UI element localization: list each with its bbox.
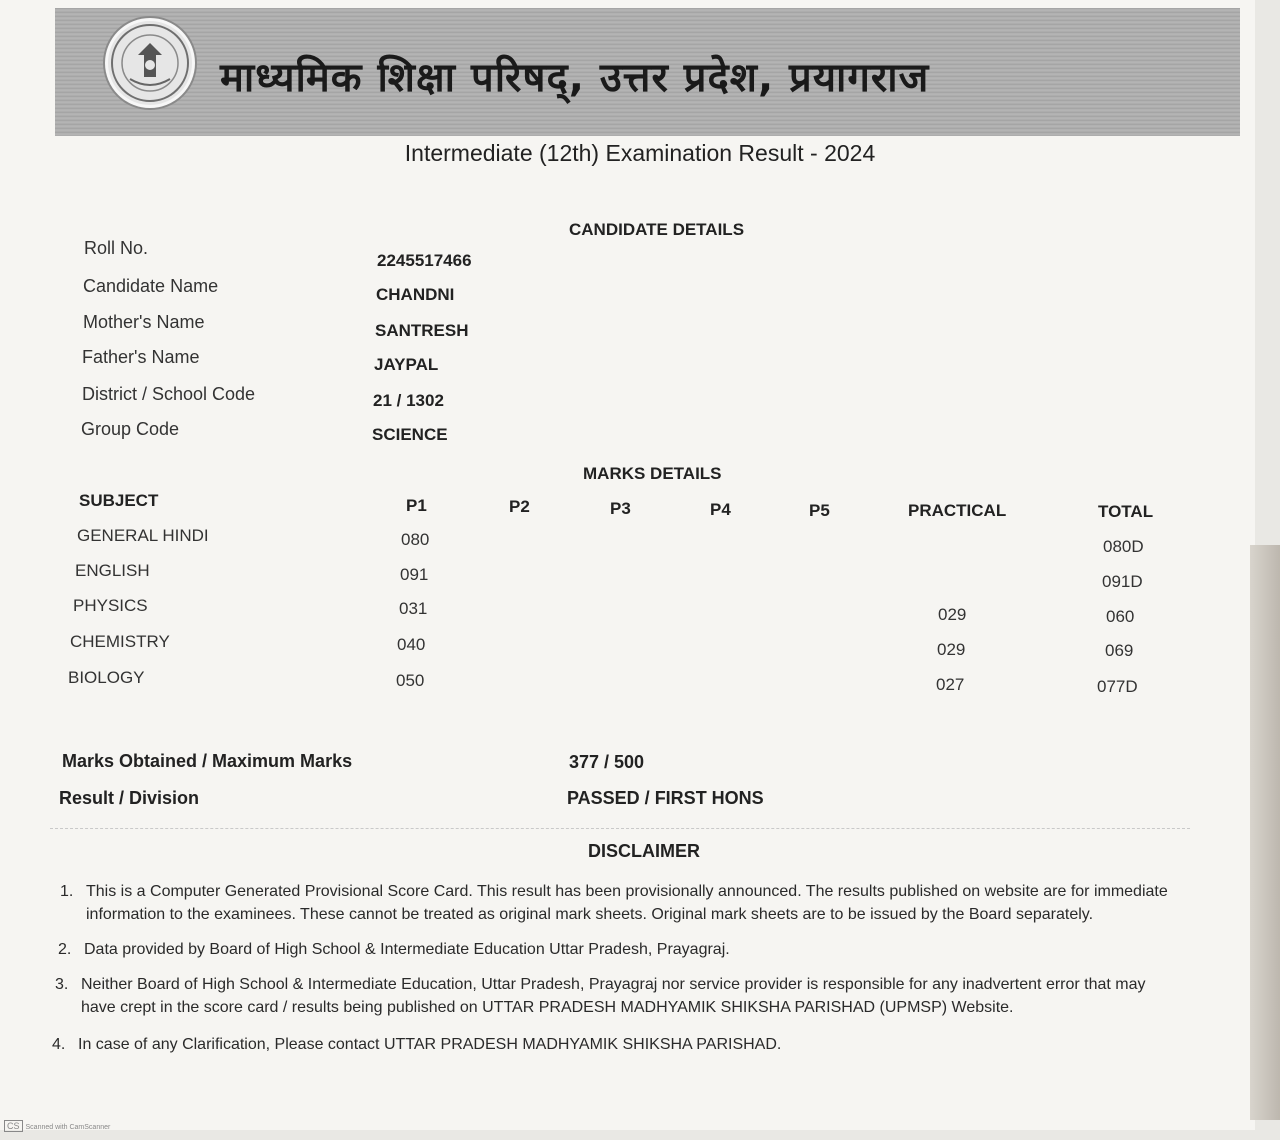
p4-column-header: P4 bbox=[710, 500, 731, 519]
table-row-p1: 091 bbox=[400, 565, 429, 584]
practical-column-header: PRACTICAL bbox=[908, 501, 1007, 520]
group-code-value: SCIENCE bbox=[372, 425, 448, 444]
disclaimer-heading: DISCLAIMER bbox=[588, 841, 700, 861]
table-row-practical: 029 bbox=[938, 605, 967, 624]
p2-column-header: P2 bbox=[509, 497, 530, 516]
marks-obtained-value: 377 / 500 bbox=[569, 752, 645, 772]
table-row-subject: ENGLISH bbox=[75, 561, 150, 580]
result-division-value: PASSED / FIRST HONS bbox=[567, 788, 764, 808]
camscanner-watermark: CS Scanned with CamScanner bbox=[4, 1120, 110, 1132]
board-header-banner bbox=[55, 8, 1240, 136]
subject-column-header: SUBJECT bbox=[79, 491, 159, 510]
roll-no-label: Roll No. bbox=[84, 238, 149, 258]
p3-column-header: P3 bbox=[610, 499, 631, 518]
marks-details-heading: MARKS DETAILS bbox=[583, 464, 722, 483]
father-name-value: JAYPAL bbox=[374, 355, 439, 374]
p5-column-header: P5 bbox=[809, 501, 830, 520]
background-edge bbox=[1250, 545, 1280, 1120]
table-row-total: 091D bbox=[1102, 572, 1143, 591]
mother-name-label: Mother's Name bbox=[83, 312, 205, 332]
table-row-total: 069 bbox=[1105, 641, 1134, 660]
table-row-p1: 040 bbox=[397, 635, 426, 654]
table-row-subject: PHYSICS bbox=[73, 596, 148, 615]
candidate-name-value: CHANDNI bbox=[376, 285, 455, 304]
district-school-code-label: District / School Code bbox=[82, 384, 256, 404]
candidate-details-heading: CANDIDATE DETAILS bbox=[569, 220, 745, 239]
total-column-header: TOTAL bbox=[1098, 502, 1154, 521]
table-row-practical: 027 bbox=[936, 675, 965, 694]
group-code-label: Group Code bbox=[81, 419, 180, 439]
table-row-total: 077D bbox=[1097, 677, 1138, 696]
table-row-subject: GENERAL HINDI bbox=[77, 526, 209, 545]
exam-title: Intermediate (12th) Examination Result - 2024 bbox=[404, 140, 876, 166]
p1-column-header: P1 bbox=[406, 496, 427, 515]
table-row-p1: 050 bbox=[396, 671, 425, 690]
table-row-practical: 029 bbox=[937, 640, 966, 659]
district-school-code-value: 21 / 1302 bbox=[373, 391, 444, 410]
table-row-total: 060 bbox=[1106, 607, 1135, 626]
table-row-subject: CHEMISTRY bbox=[70, 632, 170, 651]
roll-no-value: 2245517466 bbox=[377, 251, 472, 270]
marks-obtained-label: Marks Obtained / Maximum Marks bbox=[62, 751, 353, 771]
result-division-label: Result / Division bbox=[59, 788, 200, 808]
table-row-subject: BIOLOGY bbox=[68, 668, 145, 687]
upmsp-emblem-icon bbox=[105, 18, 195, 108]
mother-name-value: SANTRESH bbox=[375, 321, 469, 340]
table-row-p1: 080 bbox=[401, 530, 430, 549]
father-name-label: Father's Name bbox=[82, 347, 200, 367]
table-row-total: 080D bbox=[1103, 537, 1144, 556]
board-name-hindi: माध्यमिक शिक्षा परिषद्, उत्तर प्रदेश, प्रयागराज bbox=[220, 55, 930, 101]
table-row-p1: 031 bbox=[399, 599, 428, 618]
section-divider bbox=[50, 828, 1190, 830]
candidate-name-label: Candidate Name bbox=[83, 276, 219, 296]
